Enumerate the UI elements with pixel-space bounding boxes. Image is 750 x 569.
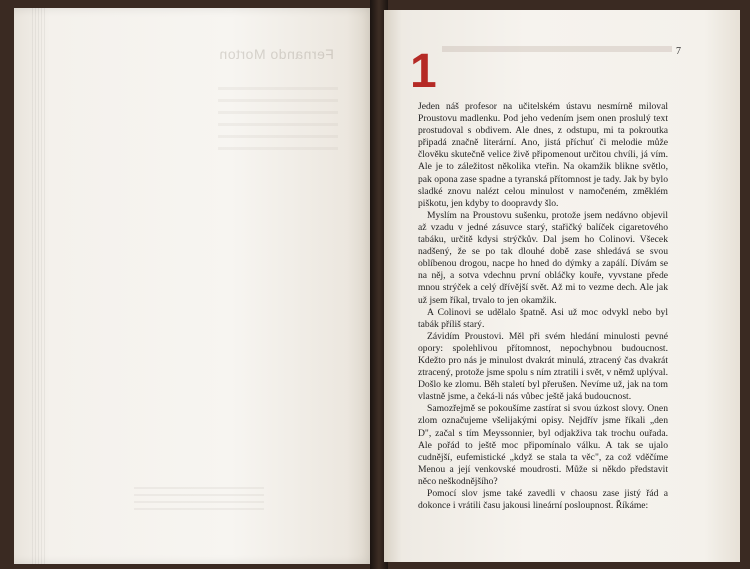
bleed-through-text — [218, 80, 338, 150]
page-edge — [32, 8, 46, 564]
paragraph: Myslím na Proustovu sušenku, protože jsem nedávno objevil až vzadu v jedné zásuvce starý, stařičký balíček cigaretového tabáku, určitě kdysi strýčkův. Dal jsem ho Colinovi. Všecek nadšený, že se po tak dlouhé době zase shledává se svou oblíbenou drogou, nacpe ho hned do dýmky a zapálí. Dívám se na něj, a sotva vdechnu první obláčky kouře, vyvstane přede mnou strýček a celý dřívější svět. Až mi to vezme dech. Ale jak už jsem říkal, trvalo to jen okamžik. — [418, 209, 668, 306]
paragraph: Jeden náš profesor na učitelském ústavu nesmírně miloval Proustovu madlenku. Pod jeho vedením jsem onen proslulý text prostudoval s obdivem. Ale dnes, z odstupu, mi ta pokroutka připadá značně literární. Ano, jistá příchuť či melodie může člověku skutečně velice živě připomenout určitou chvíli, já vím. Ale je to záležitost několika vteřin. Na okamžik blikne světlo, pak opona zase spadne a tyranská přítomnost je tady. Jak by bylo sladké znovu nalézt celou minulost v namočeném, změklém piškotu, jen kdyby to doopravdy šlo. — [418, 101, 668, 209]
paragraph: Závidím Proustovi. Měl při svém hledání minulosti pevné opory: spolehlivou přítomnost, nepochybnou budoucnost. Kdežto pro nás je minulost dvakrát minulá, ztracený čas dvakrát ztracený, protože jsme spolu s ním ztratili i svět, v němž uplýval. Došlo ke zlomu. Běh staletí byl přerušen. Nevíme už, jak na tom vlastně jsme, a čeká-li nás vůbec ještě jaká budoucnost. — [418, 330, 668, 403]
bleed-through-footnote — [134, 486, 264, 510]
bleed-through-header: Fernando Morton — [219, 46, 334, 62]
chapter-header-bleed — [442, 46, 672, 52]
chapter-number: 1 — [410, 45, 437, 98]
paragraph: Pomocí slov jsme také zavedli v chaosu zase jistý řád a dokonce i vrátili času jakousi lineární posloupnost. Říkáme: — [418, 488, 668, 512]
paragraph: A Colinovi se udělalo špatně. Asi už moc odvykl nebo byl tabák příliš starý. — [418, 306, 668, 330]
left-page — [14, 8, 376, 564]
page-number: 7 — [676, 46, 681, 57]
body-text — [418, 101, 668, 512]
paragraph: Samozřejmě se pokoušíme zastírat si svou úzkost slovy. Onen zlom označujeme všelijakými opisy. Nejdřív jsme říkali „den D", začal s tím Meyssonnier, byl odjakživa tak trochu ouřada. Ale pořád to ještě moc připomínalo válku. A tak se ujalo cudnější, eufemistické „když se stala ta věc", za což vděčíme Menou a její venkovské moudrosti. Může si někdo představit něco neškodnějšího? — [418, 403, 668, 487]
